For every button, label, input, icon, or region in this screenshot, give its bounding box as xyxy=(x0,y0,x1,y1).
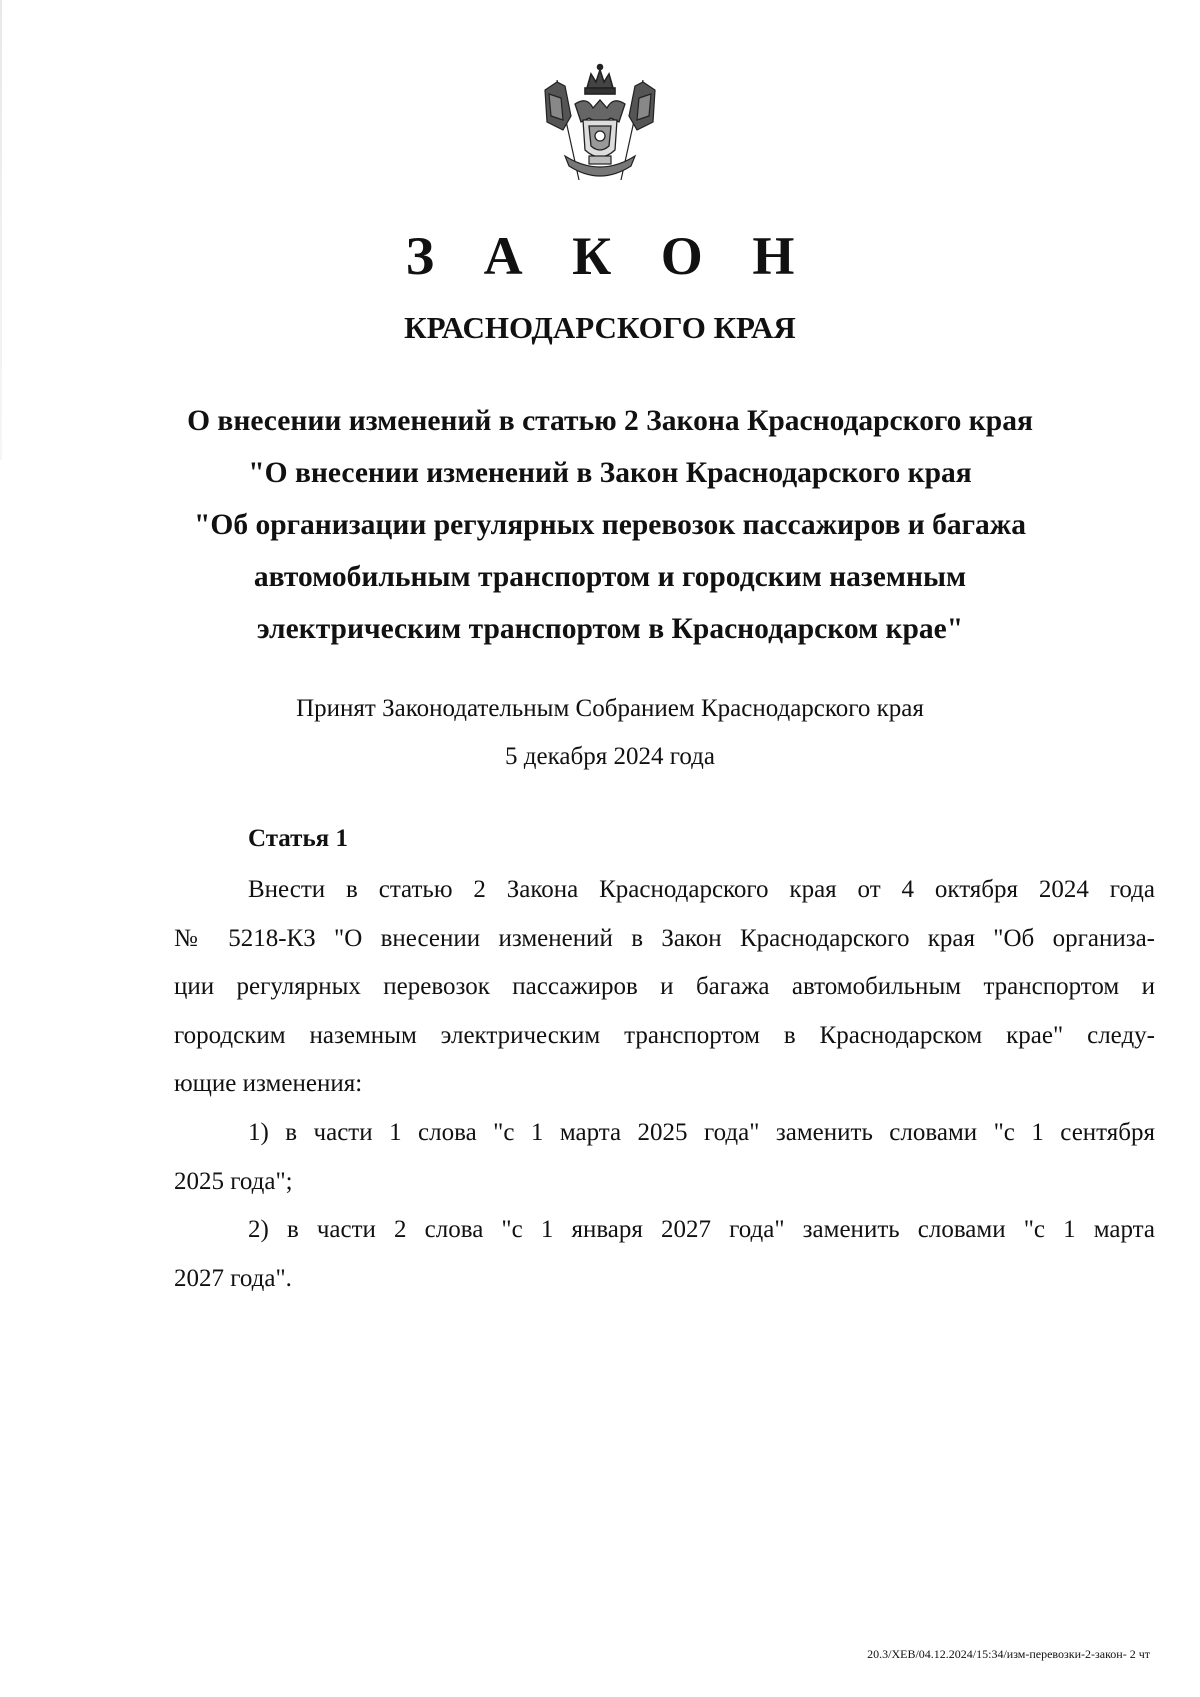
heading-line: "Об организации регулярных перевозок пассажиров и багажа xyxy=(194,509,1026,541)
heading-line: автомобильным транспортом и городским наземным xyxy=(253,561,967,593)
document-footer-code: 20.3/ХЕВ/04.12.2024/15:34/изм-перевозки-2-закон- 2 чт xyxy=(867,1647,1150,1661)
list-item-line: 2) в части 2 слова "с 1 января 2027 года" заменить словами "с 1 марта xyxy=(248,1216,1155,1244)
adoption-line: Принят Законодательным Собранием Краснодарского края xyxy=(296,695,924,722)
list-item-line: 1) в части 1 слова "с 1 марта 2025 года" заменить словами "с 1 сентября xyxy=(248,1118,1155,1146)
paragraph-line: ющие изменения: xyxy=(174,1070,363,1098)
paragraph-line: Внести в статью 2 Закона Краснодарского края от 4 октября 2024 года xyxy=(248,876,1155,903)
article-title: Статья 1 xyxy=(248,825,348,852)
law-title: З А К О Н xyxy=(405,226,813,286)
list-item-line: 2025 года"; xyxy=(174,1167,293,1195)
law-subtitle: КРАСНОДАРСКОГО КРАЯ xyxy=(404,310,796,345)
adoption-note xyxy=(150,685,1070,781)
heading-line: электрическим транспортом в Краснодарском крае" xyxy=(256,613,964,645)
paragraph-line: ции регулярных перевозок пассажиров и багажа автомобильным транспортом и xyxy=(174,973,1155,1001)
paragraph-line: № 5218-КЗ "О внесении изменений в Закон Краснодарского края "Об организа- xyxy=(174,924,1155,952)
paragraph-line: городским наземным электрическим транспортом в Краснодарском крае" следу- xyxy=(174,1021,1155,1049)
coat-of-arms-icon xyxy=(535,60,665,190)
heading-line: "О внесении изменений в Закон Краснодарского края xyxy=(248,457,972,489)
list-item-line: 2027 года". xyxy=(174,1264,292,1292)
document-heading xyxy=(150,395,1070,655)
article-body xyxy=(174,866,1155,1303)
heading-line: О внесении изменений в статью 2 Закона Краснодарского края xyxy=(187,405,1033,437)
adoption-date: 5 декабря 2024 года xyxy=(505,743,715,770)
